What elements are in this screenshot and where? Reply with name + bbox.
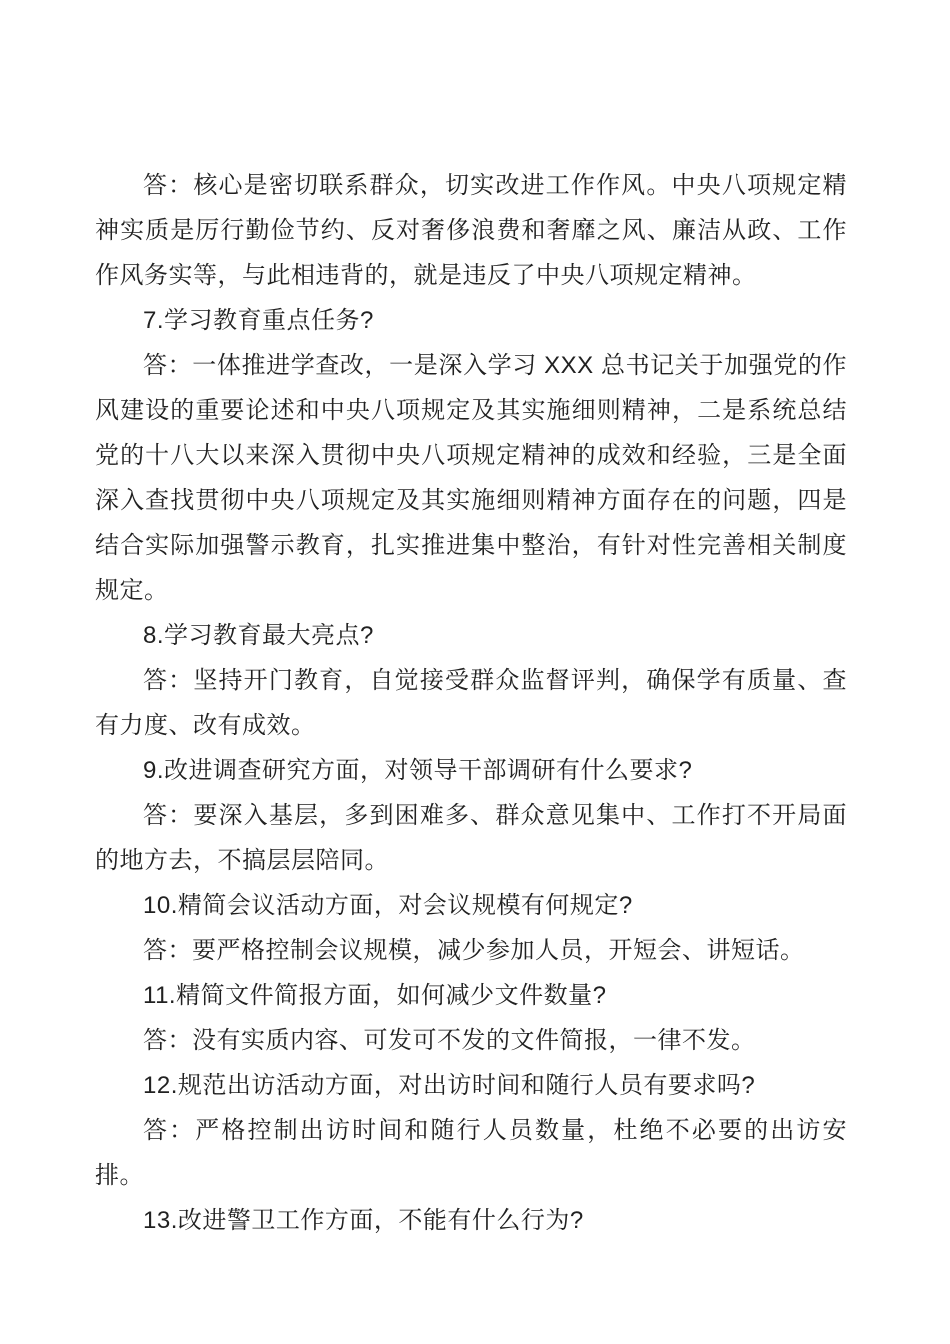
question-paragraph: 12.规范出访活动方面，对出访时间和随行人员有要求吗? — [143, 1072, 756, 1099]
document-body — [95, 163, 847, 1243]
question-paragraph: 13.改进警卫工作方面，不能有什么行为? — [143, 1207, 584, 1234]
question-paragraph: 10.精简会议活动方面，对会议规模有何规定? — [143, 892, 633, 919]
question-paragraph: 9.改进调查研究方面，对领导干部调研有什么要求? — [143, 757, 693, 784]
answer-paragraph: 答：要严格控制会议规模，减少参加人员，开短会、讲短话。 — [143, 937, 805, 964]
answer-paragraph: 答：没有实质内容、可发可不发的文件简报，一律不发。 — [143, 1027, 756, 1054]
answer-paragraph: 答：严格控制出访时间和随行人员数量，杜绝不必要的出访安排。 — [95, 1117, 847, 1189]
answer-paragraph: 答：一体推进学查改，一是深入学习 XXX 总书记关于加强党的作风建设的重要论述和中央八项规定及其实施细则精神，二是系统总结党的十八大以来深入贯彻中央八项规定精神的成效和经验，三是全面深入查找贯彻中央八项规定及其实施细则精神方面存在的问题，四是结合实际加强警示教育，扎实推进集中整治，有针对性完善相关制度规定。 — [95, 352, 847, 604]
question-paragraph: 7.学习教育重点任务? — [143, 307, 374, 334]
answer-paragraph: 答：核心是密切联系群众，切实改进工作作风。中央八项规定精神实质是厉行勤俭节约、反对奢侈浪费和奢靡之风、廉洁从政、工作作风务实等，与此相违背的，就是违反了中央八项规定精神。 — [95, 172, 847, 289]
question-paragraph: 8.学习教育最大亮点? — [143, 622, 374, 649]
answer-paragraph: 答：坚持开门教育，自觉接受群众监督评判，确保学有质量、查有力度、改有成效。 — [95, 667, 847, 739]
question-paragraph: 11.精简文件简报方面，如何减少文件数量? — [143, 982, 607, 1009]
answer-paragraph: 答：要深入基层，多到困难多、群众意见集中、工作打不开局面的地方去，不搞层层陪同。 — [95, 802, 847, 874]
